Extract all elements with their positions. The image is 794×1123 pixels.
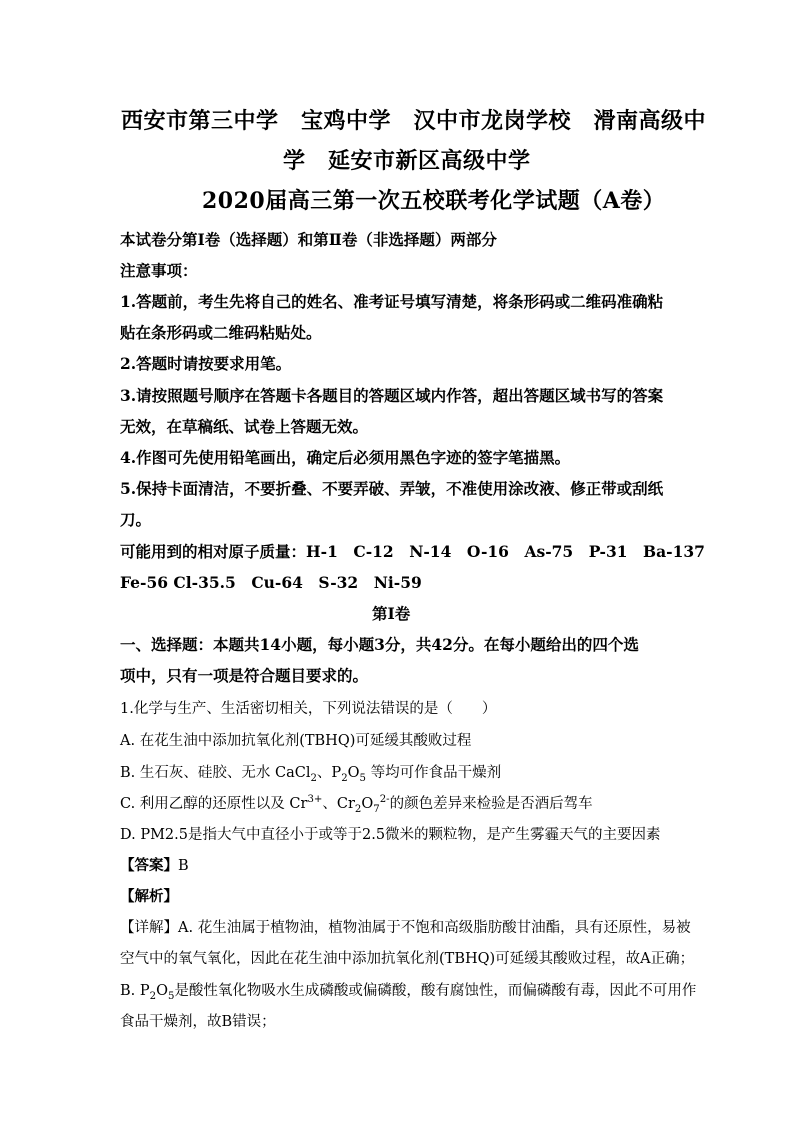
- option-b-text: B. 生石灰、硅胶、无水 CaCl: [120, 765, 311, 781]
- exam-title: 2020届高三第一次五校联考化学试题（A卷）: [202, 188, 666, 214]
- question-stem: 1.化学与生产、生活密切相关，下列说法错误的是（ ）: [120, 701, 497, 717]
- section-heading-line2: 项中，只有一项是符合题目要求的。: [120, 666, 369, 685]
- detail-line: 空气中的氧气氧化，因此在花生油中添加抗氧化剂(TBHQ)可延缓其酸败过程，故A正确；: [120, 951, 695, 967]
- option-d: D. PM2.5是指大气中直径小于或等于2.5微米的颗粒物，是产生雾霾天气的主要因素: [120, 827, 661, 843]
- answer-row: [120, 854, 189, 875]
- notice-heading: 注意事项：: [120, 261, 198, 280]
- option-b: B. 生石灰、硅胶、无水 CaCl$_2$、$P_2O_5$ 等均可作食品干燥剂: [120, 765, 502, 784]
- detail-text: O: [156, 983, 168, 999]
- analysis-label: 【解析】: [120, 888, 178, 905]
- option-b-text: O: [347, 765, 360, 781]
- detail-text: B. P: [120, 983, 150, 999]
- notice-item: 贴在条形码或二维码粘贴处。: [120, 323, 322, 342]
- notice-item: 4.作图可先使用铅笔画出，确定后必须用黑色字迹的签字笔描黑。: [120, 448, 571, 467]
- notice-item: 5.保持卡面清洁，不要折叠、不要弄破、弄皱，不准使用涂改液、修正带或刮纸: [120, 479, 664, 498]
- option-c-text: C. 利用乙醇的还原性以及 Cr: [120, 796, 308, 812]
- notice-item: 2.答题时请按要求用笔。: [120, 354, 292, 373]
- school-list-line1: 西安市第三中学 宝鸡中学 汉中市龙岗学校 滑南高级中: [121, 108, 707, 134]
- option-c-text: 、Cr: [322, 796, 355, 812]
- detail-line: 【详解】A. 花生油属于植物油，植物油属于不饱和高级脂肪酸甘油酯，具有还原性，易被: [120, 920, 691, 936]
- answer-value: B: [178, 858, 189, 874]
- option-b-text: 、P: [316, 765, 342, 781]
- atomic-mass-line2: Fe-56 Cl-35.5 Cu-64 S-32 Ni-59: [120, 573, 422, 592]
- atomic-mass-line1: 可能用到的相对原子质量：H-1 C-12 N-14 O-16 As-75 P-31 Ba-137: [120, 542, 705, 561]
- detail-text: 是酸性氧化物吸水生成磷酸或偏磷酸，酸有腐蚀性，而偏磷酸有毒，因此不可用作: [174, 983, 697, 999]
- option-c: C. 利用乙醇的还原性以及 $Cr^{3+}$、$Cr_2O_7^{2-}$的颜色差异来检验是否酒后驾车: [120, 794, 593, 815]
- notice-item: 3.请按照题号顺序在答题卡各题目的答题区域内作答，超出答题区域书写的答案: [120, 386, 664, 405]
- notice-item: 无效，在草稿纸、试卷上答题无效。: [120, 417, 369, 436]
- paper-structure: 本试卷分第Ⅰ卷（选择题）和第Ⅱ卷（非选择题）两部分: [120, 230, 497, 249]
- notice-item: 1.答题前，考生先将自己的姓名、准考证号填写清楚，将条形码或二维码准确粘: [120, 292, 664, 311]
- section-heading-line1: 一、选择题：本题共14小题，每小题3分，共42分。在每小题给出的四个选: [120, 635, 639, 654]
- detail-line: B. $P_2O_5$是酸性氧化物吸水生成磷酸或偏磷酸，酸有腐蚀性，而偏磷酸有毒，因此不可用作: [120, 983, 697, 1002]
- notice-item: 刀。: [120, 510, 152, 529]
- option-c-text: O: [361, 796, 374, 812]
- answer-label: 【答案】: [120, 857, 178, 874]
- part-title: 第Ⅰ卷: [372, 604, 411, 623]
- detail-line: 食品干燥剂，故B错误；: [120, 1014, 276, 1030]
- option-a: A. 在花生油中添加抗氧化剂(TBHQ)可延缓其酸败过程: [120, 733, 472, 749]
- school-list-line2: 学 延安市新区高级中学: [283, 148, 531, 174]
- option-b-text: 等均可作食品干燥剂: [365, 765, 502, 781]
- option-c-text: 的颜色差异来检验是否酒后驾车: [389, 796, 593, 812]
